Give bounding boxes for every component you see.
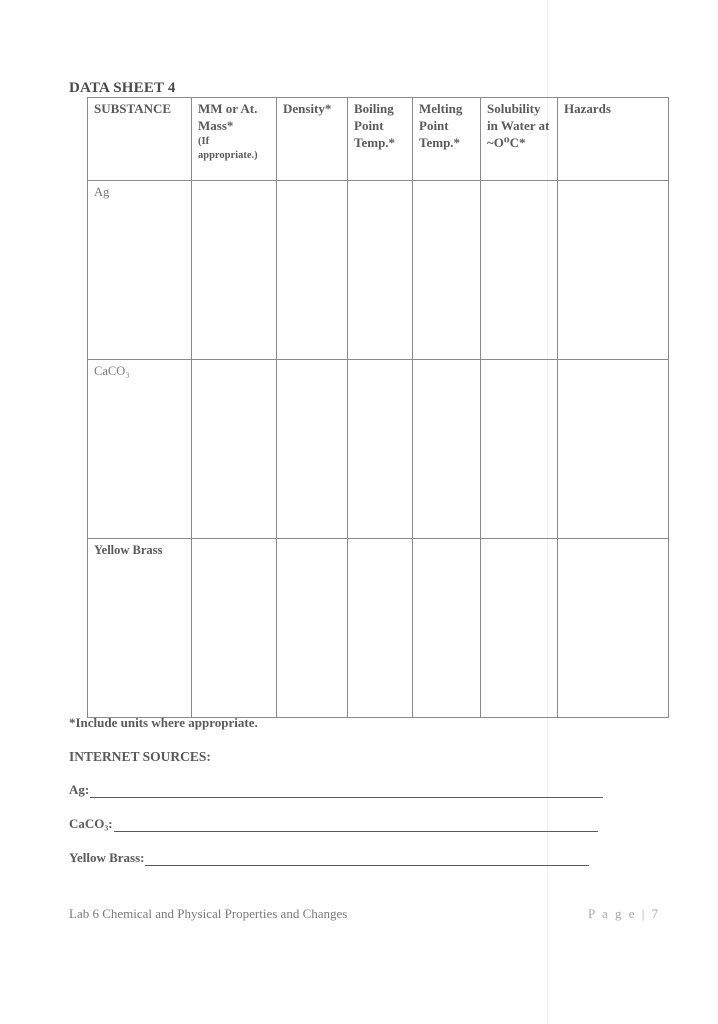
- cell-empty[interactable]: [481, 360, 558, 539]
- sources-heading: INTERNET SOURCES:: [69, 749, 211, 764]
- row-label-caco3: CaCO₃: [88, 360, 192, 539]
- cell-empty[interactable]: [481, 181, 558, 360]
- cell-empty[interactable]: [277, 539, 348, 718]
- header-molar-mass-note: (If appropriate.): [198, 136, 258, 161]
- source-label: CaCO₃:: [69, 816, 113, 831]
- header-density: Density*: [277, 98, 348, 181]
- table-row: [88, 181, 669, 360]
- footer-lab-title: Lab 6 Chemical and Physical Properties and Changes: [69, 906, 348, 921]
- source-row-ag: [69, 782, 603, 798]
- cell-empty[interactable]: [558, 539, 669, 718]
- header-hazards: Hazards: [558, 98, 669, 181]
- header-molar-mass: MM or At. Mass* (If appropriate.): [192, 98, 277, 181]
- table-row: [88, 539, 669, 718]
- source-label: Yellow Brass:: [69, 850, 145, 865]
- source-row-caco3: [69, 816, 598, 832]
- row-label-yellow-brass: Yellow Brass: [88, 539, 192, 718]
- header-melting-point: Melting Point Temp.*: [413, 98, 481, 181]
- source-input-line[interactable]: [145, 851, 589, 866]
- units-footnote: *Include units where appropriate.: [69, 715, 258, 730]
- row-label-ag: Ag: [88, 181, 192, 360]
- cell-empty[interactable]: [277, 181, 348, 360]
- source-label: Ag:: [69, 782, 90, 797]
- footer-page-number: P a g e | 7: [588, 906, 661, 921]
- source-input-line[interactable]: [90, 783, 603, 798]
- cell-empty[interactable]: [558, 181, 669, 360]
- cell-empty[interactable]: [192, 181, 277, 360]
- cell-empty[interactable]: [413, 360, 481, 539]
- cell-empty[interactable]: [348, 539, 413, 718]
- cell-empty[interactable]: [481, 539, 558, 718]
- header-substance: SUBSTANCE: [88, 98, 192, 181]
- header-row: [88, 98, 669, 181]
- data-table: [87, 97, 669, 718]
- cell-empty[interactable]: [348, 360, 413, 539]
- table-row: [88, 360, 669, 539]
- header-solubility: Solubility in Water at ~O⁰C*: [481, 98, 558, 181]
- cell-empty[interactable]: [192, 360, 277, 539]
- cell-empty[interactable]: [558, 360, 669, 539]
- page-title: DATA SHEET 4: [69, 80, 176, 96]
- header-boiling-point: Boiling Point Temp.*: [348, 98, 413, 181]
- cell-empty[interactable]: [192, 539, 277, 718]
- source-row-yellow-brass: [69, 850, 589, 866]
- cell-empty[interactable]: [413, 181, 481, 360]
- cell-empty[interactable]: [348, 181, 413, 360]
- source-input-line[interactable]: [114, 817, 598, 832]
- cell-empty[interactable]: [277, 360, 348, 539]
- cell-empty[interactable]: [413, 539, 481, 718]
